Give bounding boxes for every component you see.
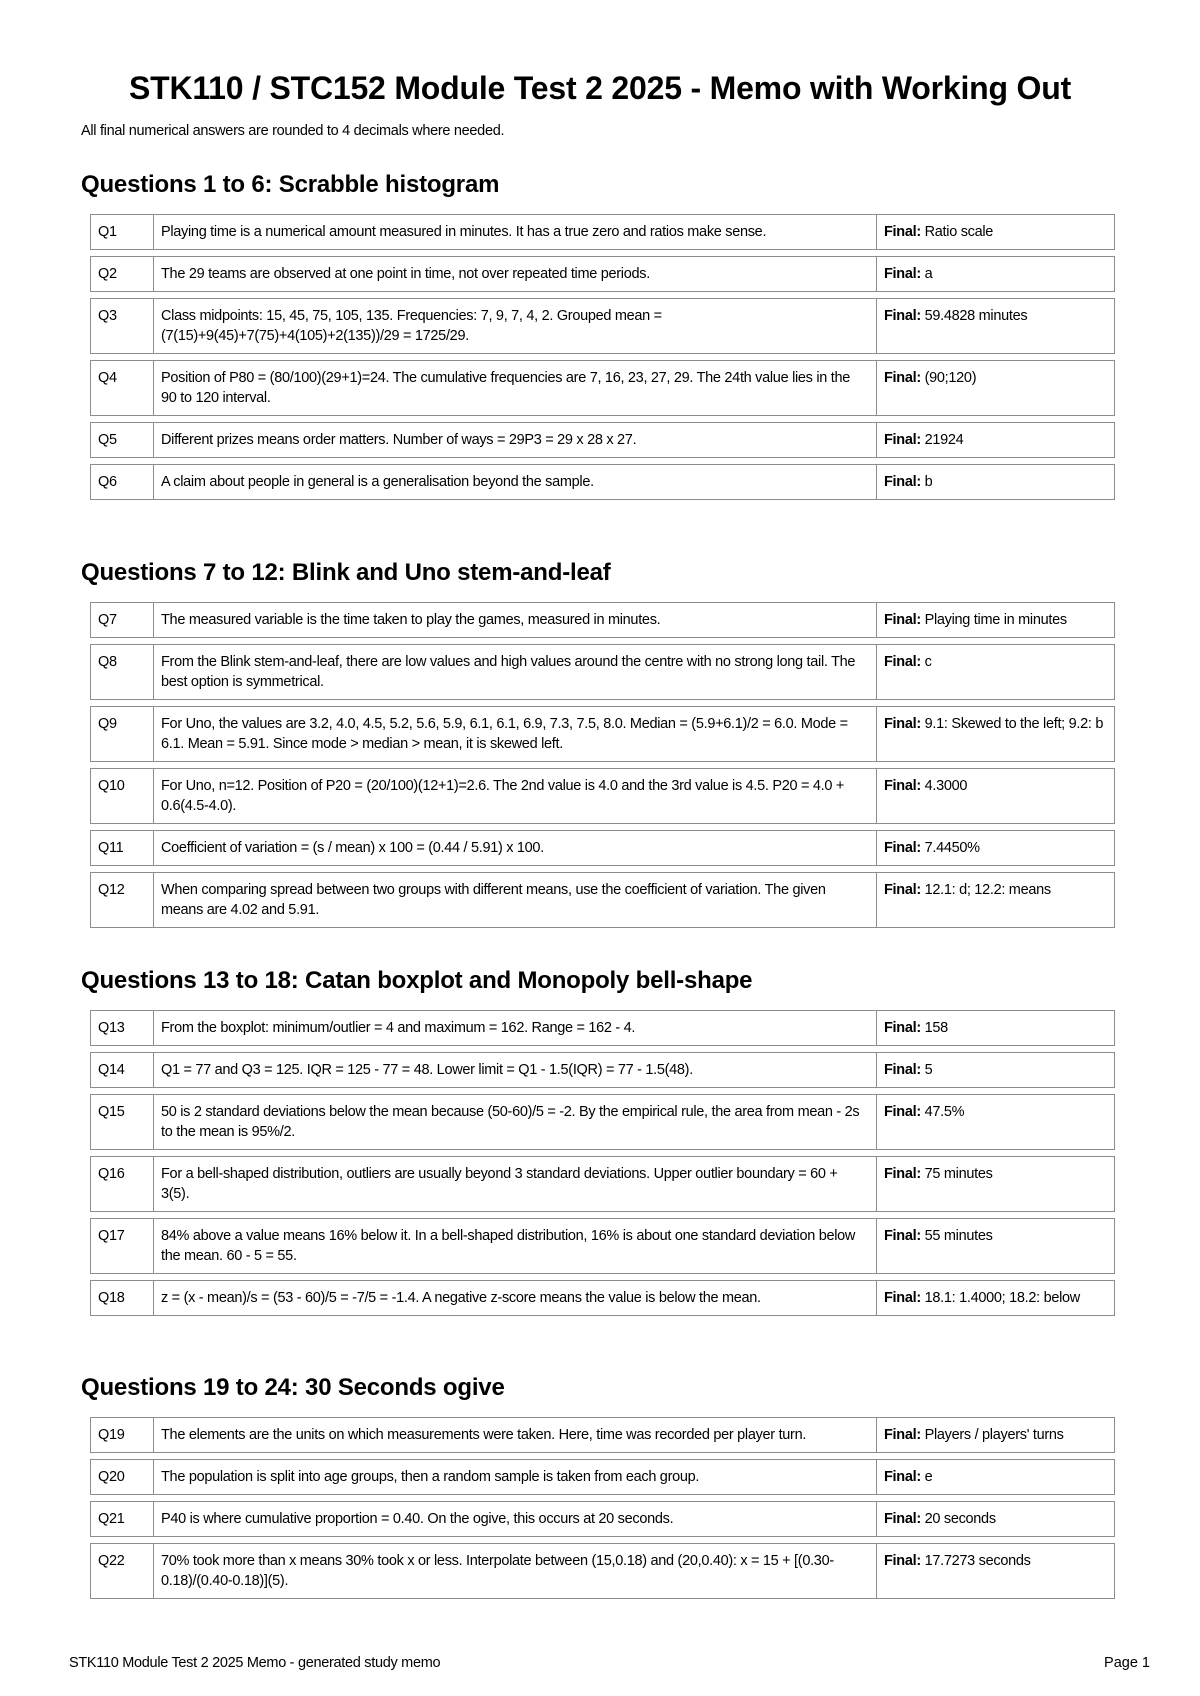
final-answer-cell <box>877 1052 1115 1088</box>
final-answer-cell <box>877 644 1115 700</box>
question-number: Q4 <box>90 360 154 416</box>
final-label: Final: <box>884 1104 921 1120</box>
section-heading: Questions 1 to 6: Scrabble histogram <box>81 171 500 198</box>
final-answer-cell <box>877 830 1115 866</box>
question-number: Q21 <box>90 1501 154 1537</box>
question-row <box>90 872 1115 928</box>
question-row <box>90 830 1115 866</box>
final-answer-cell <box>877 256 1115 292</box>
working-out: Playing time is a numerical amount measured in minutes. It has a true zero and ratios make sense. <box>154 214 877 250</box>
page-subtitle: All final numerical answers are rounded to 4 decimals where needed. <box>81 123 505 139</box>
working-out: The elements are the units on which measurements were taken. Here, time was recorded per player turn. <box>154 1417 877 1453</box>
final-answer-cell <box>877 1156 1115 1212</box>
question-row <box>90 422 1115 458</box>
working-out: The 29 teams are observed at one point in time, not over repeated time periods. <box>154 256 877 292</box>
section-blink-uno-stem-leaf <box>81 558 1121 934</box>
final-answer: 12.1: d; 12.2: means <box>924 882 1051 898</box>
final-label: Final: <box>884 840 921 856</box>
final-label: Final: <box>884 1228 921 1244</box>
question-number: Q3 <box>90 298 154 354</box>
working-out: Coefficient of variation = (s / mean) x 100 = (0.44 / 5.91) x 100. <box>154 830 877 866</box>
question-row <box>90 1156 1115 1212</box>
final-answer-cell <box>877 706 1115 762</box>
question-row <box>90 1501 1115 1537</box>
final-label: Final: <box>884 882 921 898</box>
question-row <box>90 602 1115 638</box>
final-answer: Players / players' turns <box>924 1427 1064 1443</box>
question-number: Q17 <box>90 1218 154 1274</box>
final-label: Final: <box>884 266 921 282</box>
final-label: Final: <box>884 1511 921 1527</box>
footer-note: STK110 Module Test 2 2025 Memo - generated study memo <box>69 1655 441 1671</box>
final-answer: 59.4828 minutes <box>924 308 1028 324</box>
section-heading: Questions 19 to 24: 30 Seconds ogive <box>81 1374 505 1401</box>
question-table <box>90 1411 1115 1605</box>
final-answer: e <box>924 1469 933 1485</box>
question-number: Q22 <box>90 1543 154 1599</box>
final-answer-cell <box>877 360 1115 416</box>
final-answer: a <box>924 266 933 282</box>
final-answer-cell <box>877 1543 1115 1599</box>
final-answer-cell <box>877 1417 1115 1453</box>
final-label: Final: <box>884 474 921 490</box>
question-row <box>90 768 1115 824</box>
final-label: Final: <box>884 1469 921 1485</box>
working-out: z = (x - mean)/s = (53 - 60)/5 = -7/5 = -1.4. A negative z-score means the value is below the mean. <box>154 1280 877 1316</box>
final-answer: 4.3000 <box>924 778 968 794</box>
final-answer-cell <box>877 298 1115 354</box>
working-out: For Uno, n=12. Position of P20 = (20/100)(12+1)=2.6. The 2nd value is 4.0 and the 3rd value is 4.5. P20 = 4.0 + 0.6(4.5-4.0). <box>154 768 877 824</box>
question-number: Q18 <box>90 1280 154 1316</box>
working-out: 70% took more than x means 30% took x or less. Interpolate between (15,0.18) and (20,0.40): x = 15 + [(0.30-0.18)/(0.40-0.18)](5). <box>154 1543 877 1599</box>
final-answer: 5 <box>924 1062 933 1078</box>
working-out: Different prizes means order matters. Number of ways = 29P3 = 29 x 28 x 27. <box>154 422 877 458</box>
question-number: Q7 <box>90 602 154 638</box>
question-row <box>90 214 1115 250</box>
final-answer-cell <box>877 1459 1115 1495</box>
question-row <box>90 706 1115 762</box>
question-row <box>90 644 1115 700</box>
final-answer-cell <box>877 768 1115 824</box>
working-out: P40 is where cumulative proportion = 0.40. On the ogive, this occurs at 20 seconds. <box>154 1501 877 1537</box>
final-label: Final: <box>884 654 921 670</box>
question-number: Q2 <box>90 256 154 292</box>
final-answer: 55 minutes <box>924 1228 993 1244</box>
final-answer: 21924 <box>924 432 964 448</box>
question-row <box>90 256 1115 292</box>
final-label: Final: <box>884 1290 921 1306</box>
final-label: Final: <box>884 1020 921 1036</box>
question-number: Q20 <box>90 1459 154 1495</box>
question-row <box>90 298 1115 354</box>
final-answer-cell <box>877 1094 1115 1150</box>
question-row <box>90 360 1115 416</box>
final-answer: 47.5% <box>924 1104 965 1120</box>
question-row <box>90 464 1115 500</box>
question-number: Q11 <box>90 830 154 866</box>
working-out: 84% above a value means 16% below it. In a bell-shaped distribution, 16% is about one standard deviation below the mean. 60 - 5 = 55. <box>154 1218 877 1274</box>
question-table <box>90 208 1115 506</box>
question-number: Q9 <box>90 706 154 762</box>
final-answer: 18.1: 1.4000; 18.2: below <box>924 1290 1080 1306</box>
final-label: Final: <box>884 1427 921 1443</box>
final-label: Final: <box>884 1062 921 1078</box>
question-row <box>90 1052 1115 1088</box>
final-answer-cell <box>877 1010 1115 1046</box>
final-answer: 9.1: Skewed to the left; 9.2: b <box>924 716 1104 732</box>
page-title: STK110 / STC152 Module Test 2 2025 - Memo with Working Out <box>128 70 1072 106</box>
section-30-seconds-ogive <box>81 1373 1121 1605</box>
final-label: Final: <box>884 224 921 240</box>
question-row <box>90 1280 1115 1316</box>
final-answer: b <box>924 474 933 490</box>
question-number: Q14 <box>90 1052 154 1088</box>
final-answer-cell <box>877 422 1115 458</box>
final-answer-cell <box>877 602 1115 638</box>
question-number: Q19 <box>90 1417 154 1453</box>
question-number: Q12 <box>90 872 154 928</box>
question-table <box>90 596 1115 934</box>
working-out: 50 is 2 standard deviations below the mean because (50-60)/5 = -2. By the empirical rule, the area from mean - 2s to the mean is 95%/2. <box>154 1094 877 1150</box>
question-number: Q6 <box>90 464 154 500</box>
final-answer: 158 <box>924 1020 948 1036</box>
section-heading: Questions 13 to 18: Catan boxplot and Monopoly bell-shape <box>81 967 753 994</box>
working-out: From the Blink stem-and-leaf, there are low values and high values around the centre with no strong long tail. The best option is symmetrical. <box>154 644 877 700</box>
final-label: Final: <box>884 716 921 732</box>
question-number: Q10 <box>90 768 154 824</box>
working-out: From the boxplot: minimum/outlier = 4 and maximum = 162. Range = 162 - 4. <box>154 1010 877 1046</box>
final-label: Final: <box>884 612 921 628</box>
question-row <box>90 1094 1115 1150</box>
working-out: The measured variable is the time taken to play the games, measured in minutes. <box>154 602 877 638</box>
final-answer-cell <box>877 872 1115 928</box>
working-out: A claim about people in general is a generalisation beyond the sample. <box>154 464 877 500</box>
final-answer-cell <box>877 214 1115 250</box>
final-answer-cell <box>877 1501 1115 1537</box>
final-answer: (90;120) <box>924 370 977 386</box>
final-label: Final: <box>884 432 921 448</box>
final-answer: 7.4450% <box>924 840 980 856</box>
final-answer: 75 minutes <box>924 1166 993 1182</box>
final-answer-cell <box>877 1280 1115 1316</box>
final-label: Final: <box>884 370 921 386</box>
final-answer: Ratio scale <box>924 224 994 240</box>
working-out: For a bell-shaped distribution, outliers are usually beyond 3 standard deviations. Upper outlier boundary = 60 + 3(5). <box>154 1156 877 1212</box>
final-answer: Playing time in minutes <box>924 612 1067 628</box>
question-number: Q15 <box>90 1094 154 1150</box>
working-out: The population is split into age groups, then a random sample is taken from each group. <box>154 1459 877 1495</box>
question-row <box>90 1218 1115 1274</box>
working-out: Q1 = 77 and Q3 = 125. IQR = 125 - 77 = 48. Lower limit = Q1 - 1.5(IQR) = 77 - 1.5(48). <box>154 1052 877 1088</box>
final-answer: 20 seconds <box>924 1511 996 1527</box>
final-label: Final: <box>884 1166 921 1182</box>
section-scrabble-histogram <box>81 170 1121 506</box>
question-row <box>90 1543 1115 1599</box>
final-answer-cell <box>877 464 1115 500</box>
question-row <box>90 1010 1115 1046</box>
question-number: Q5 <box>90 422 154 458</box>
working-out: For Uno, the values are 3.2, 4.0, 4.5, 5.2, 5.6, 5.9, 6.1, 6.1, 6.9, 7.3, 7.5, 8.0. Median = (5.9+6.1)/2 = 6.0. Mode = 6.1. Mean = 5.91. Since mode > median > mean, it is skewed left. <box>154 706 877 762</box>
question-row <box>90 1459 1115 1495</box>
question-number: Q1 <box>90 214 154 250</box>
final-answer: c <box>924 654 932 670</box>
question-table <box>90 1004 1115 1322</box>
final-answer: 17.7273 seconds <box>924 1553 1031 1569</box>
section-catan-monopoly <box>81 966 1121 1322</box>
final-label: Final: <box>884 778 921 794</box>
question-number: Q8 <box>90 644 154 700</box>
section-heading: Questions 7 to 12: Blink and Uno stem-and-leaf <box>81 559 611 586</box>
page-number: Page 1 <box>1104 1655 1150 1671</box>
working-out: When comparing spread between two groups with different means, use the coefficient of variation. The given means are 4.02 and 5.91. <box>154 872 877 928</box>
final-answer-cell <box>877 1218 1115 1274</box>
question-row <box>90 1417 1115 1453</box>
working-out: Position of P80 = (80/100)(29+1)=24. The cumulative frequencies are 7, 16, 23, 27, 29. The 24th value lies in the 90 to 120 interval. <box>154 360 877 416</box>
final-label: Final: <box>884 308 921 324</box>
question-number: Q16 <box>90 1156 154 1212</box>
question-number: Q13 <box>90 1010 154 1046</box>
final-label: Final: <box>884 1553 921 1569</box>
working-out: Class midpoints: 15, 45, 75, 105, 135. Frequencies: 7, 9, 7, 4, 2. Grouped mean = (7(15)+9(45)+7(75)+4(105)+2(135))/29 = 1725/29. <box>154 298 877 354</box>
